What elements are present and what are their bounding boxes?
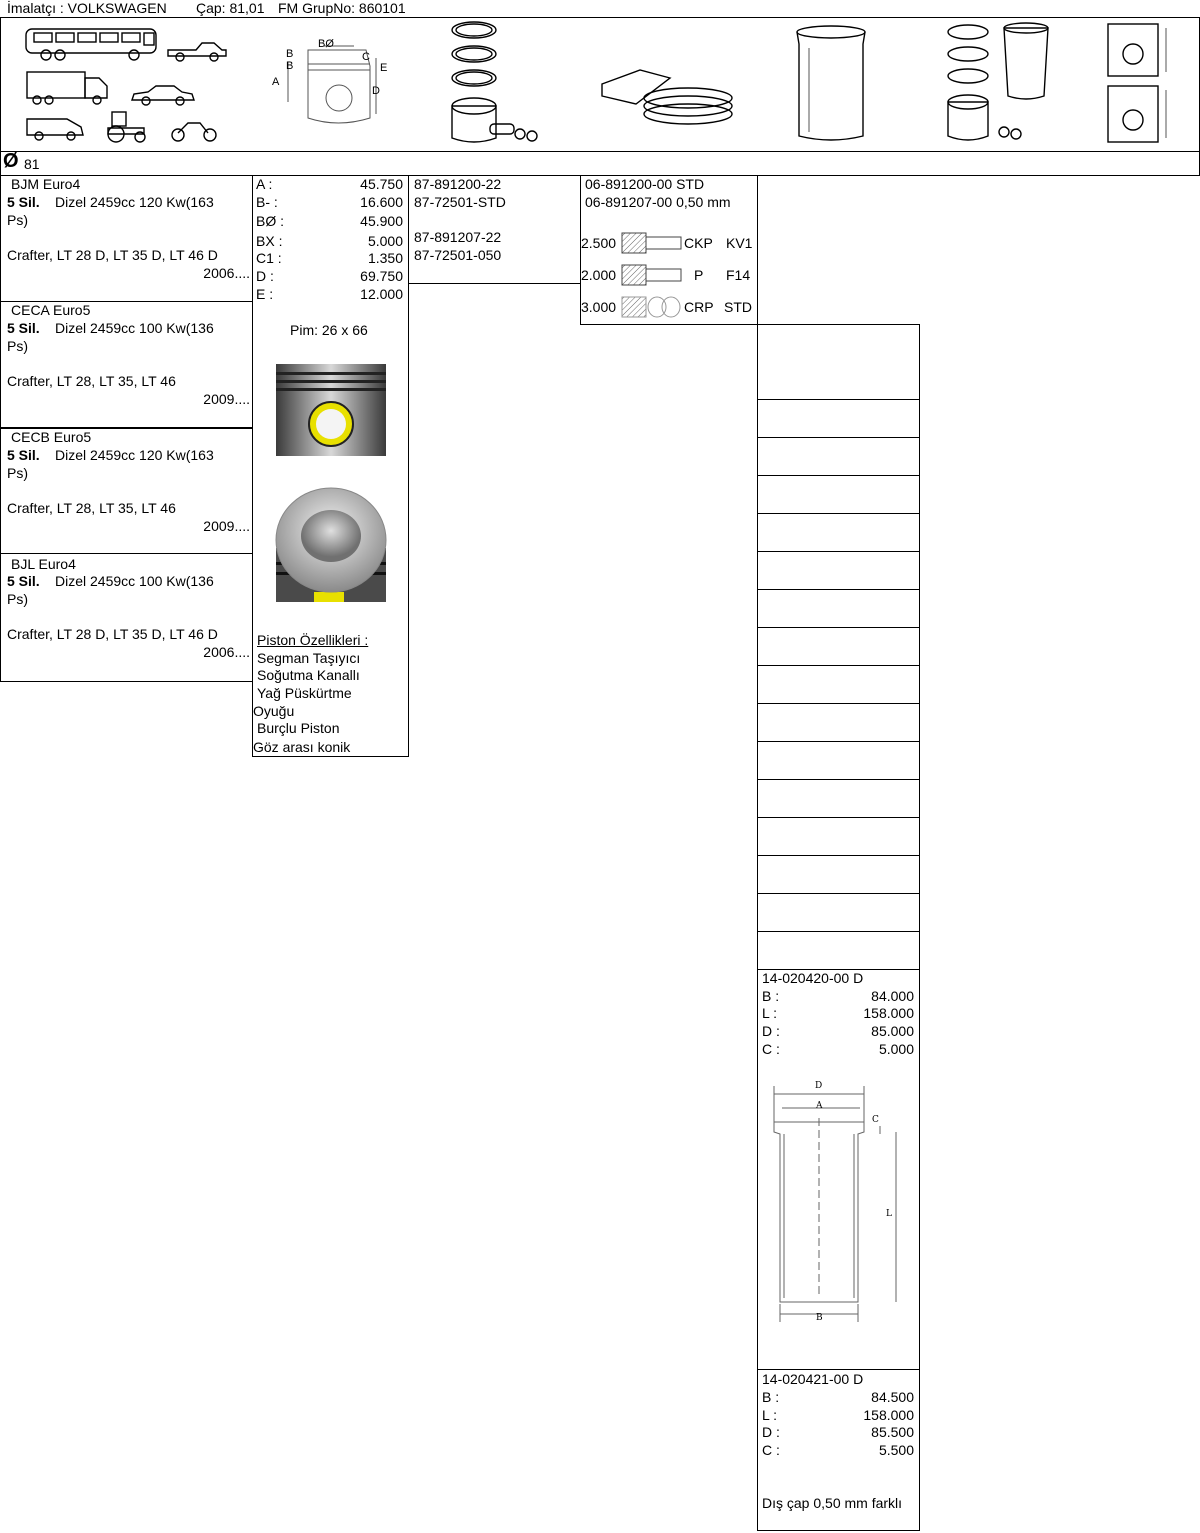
piston-side-image bbox=[274, 362, 388, 458]
ring-type: P bbox=[694, 267, 704, 283]
engine-year: 2006.... bbox=[203, 265, 250, 281]
dim-letter-b: B bbox=[286, 48, 294, 60]
liner-dim-label: L : bbox=[762, 1005, 778, 1021]
engine-cylinders: 5 Sil. bbox=[7, 194, 40, 210]
liner-dim-label: D : bbox=[762, 1023, 780, 1039]
liner-empty-cell bbox=[757, 893, 920, 932]
piston-part-number[interactable]: 87-72501-050 bbox=[414, 247, 502, 263]
features-title: Piston Özellikleri : bbox=[257, 632, 369, 648]
engine-year: 2009.... bbox=[203, 518, 250, 534]
engine-spec-cont: Ps) bbox=[7, 465, 28, 481]
dim-letter-c: C bbox=[362, 51, 370, 63]
tractor-icon bbox=[104, 110, 150, 144]
ring-type: CRP bbox=[684, 299, 714, 315]
liner-empty-cell bbox=[757, 817, 920, 856]
dim-label: E : bbox=[256, 286, 274, 302]
engine-models: Crafter, LT 28, LT 35, LT 46 bbox=[7, 373, 176, 389]
engine-cylinders: 5 Sil. bbox=[7, 320, 40, 336]
diameter-icon: Ø bbox=[3, 150, 19, 172]
liner-note: Dış çap 0,50 mm farklı bbox=[762, 1495, 903, 1511]
liner-dim-value: 84.000 bbox=[871, 988, 914, 1004]
dim-label: BX : bbox=[256, 233, 283, 249]
liner-empty-cell bbox=[757, 703, 920, 742]
truck-icon bbox=[25, 70, 111, 106]
liner-empty-cell bbox=[757, 513, 920, 552]
liner-dim-value: 5.000 bbox=[878, 1041, 914, 1057]
ring-type: CKP bbox=[684, 235, 713, 251]
liner-letter-c: C bbox=[872, 1115, 879, 1125]
engine-year: 2009.... bbox=[203, 391, 250, 407]
liner-dim-value: 84.500 bbox=[871, 1389, 914, 1405]
oil-ring-profile-icon bbox=[621, 294, 683, 320]
engine-spec-cont: Ps) bbox=[7, 212, 28, 228]
car-icon bbox=[130, 84, 196, 108]
engine-year: 2006.... bbox=[203, 644, 250, 660]
feature-item: Segman Taşıyıcı bbox=[257, 650, 361, 666]
pickup-icon bbox=[166, 40, 228, 64]
piston-top-image bbox=[274, 488, 388, 604]
liner-dim-label: C : bbox=[762, 1442, 780, 1458]
ring-set-number[interactable]: 06-891200-00 STD bbox=[585, 176, 705, 192]
engine-code: CECB Euro5 bbox=[11, 429, 92, 445]
liner-empty-cell bbox=[757, 741, 920, 780]
group-label: FM GrupNo: 860101 bbox=[278, 0, 406, 16]
liner-part-number[interactable]: 14-020420-00 D bbox=[762, 970, 864, 986]
liner-dim-value: 85.500 bbox=[871, 1424, 914, 1440]
cylinder-liner-icon bbox=[795, 24, 867, 144]
engine-kit-icon bbox=[944, 22, 1054, 146]
ring-code: STD bbox=[724, 299, 752, 315]
dim-letter-b2: B bbox=[286, 60, 294, 72]
feature-item: Göz arası konik bbox=[253, 739, 351, 755]
engine-code: CECA Euro5 bbox=[11, 302, 91, 318]
liner-empty-cell bbox=[757, 589, 920, 628]
dim-value: 5.000 bbox=[367, 233, 403, 249]
ring-set-number[interactable]: 06-891207-00 0,50 mm bbox=[585, 194, 731, 210]
bus-icon bbox=[24, 25, 164, 63]
liner-dim-label: C : bbox=[762, 1041, 780, 1057]
liner-dim-value: 5.500 bbox=[878, 1442, 914, 1458]
ring-profile-icon bbox=[621, 263, 683, 287]
piston-part-number[interactable]: 87-891207-22 bbox=[414, 229, 502, 245]
liner-letter-b: B bbox=[816, 1313, 823, 1323]
ring-profile-icon bbox=[621, 231, 683, 255]
feature-item: Yağ Püskürtme bbox=[257, 685, 352, 701]
pin-size: Pim: 26 x 66 bbox=[290, 322, 368, 338]
liner-dim-value: 158.000 bbox=[863, 1407, 914, 1423]
feature-item: Oyuğu bbox=[253, 703, 295, 719]
liner-empty-cell bbox=[757, 665, 920, 704]
ring-tool-icon bbox=[600, 64, 740, 130]
piston-part-number[interactable]: 87-891200-22 bbox=[414, 176, 502, 192]
dim-label: D : bbox=[256, 268, 274, 284]
diameter-value: 81 bbox=[24, 156, 40, 172]
engine-spec: Dizel 2459cc 100 Kw(136 bbox=[55, 573, 214, 589]
liner-dim-value: 158.000 bbox=[863, 1005, 914, 1021]
feature-item: Burçlu Piston bbox=[257, 720, 340, 736]
dim-value: 45.900 bbox=[360, 213, 403, 229]
liner-empty-cell bbox=[757, 324, 920, 400]
dim-letter-e: E bbox=[380, 62, 388, 74]
liner-letter-a: A bbox=[816, 1101, 823, 1111]
dim-label: B- : bbox=[256, 194, 278, 210]
liner-letter-d: D bbox=[815, 1081, 823, 1091]
engine-models: Crafter, LT 28 D, LT 35 D, LT 46 D bbox=[7, 626, 218, 642]
liner-letter-l: L bbox=[886, 1209, 892, 1219]
dim-letter-a: A bbox=[272, 76, 280, 88]
engine-spec-cont: Ps) bbox=[7, 338, 28, 354]
liner-empty-cell bbox=[757, 437, 920, 476]
liner-dim-label: B : bbox=[762, 1389, 780, 1405]
ring-size: 2.000 bbox=[581, 267, 617, 283]
dim-label: BØ : bbox=[256, 213, 285, 229]
liner-empty-cell bbox=[757, 855, 920, 894]
liner-empty-cell bbox=[757, 627, 920, 666]
bore-label: Çap: 81,01 bbox=[196, 0, 265, 16]
engine-code: BJM Euro4 bbox=[11, 176, 81, 192]
dim-value: 12.000 bbox=[360, 286, 403, 302]
diameter-row bbox=[0, 151, 1200, 176]
ring-size: 2.500 bbox=[581, 235, 617, 251]
liner-dim-label: D : bbox=[762, 1424, 780, 1440]
liner-empty-cell bbox=[757, 551, 920, 590]
liner-dim-label: B : bbox=[762, 988, 780, 1004]
dim-value: 1.350 bbox=[367, 250, 403, 266]
dim-letter-bo: BØ bbox=[318, 38, 334, 50]
dim-value: 69.750 bbox=[360, 268, 403, 284]
engine-models: Crafter, LT 28 D, LT 35 D, LT 46 D bbox=[7, 247, 218, 263]
engine-code: BJL Euro4 bbox=[11, 556, 76, 572]
liner-empty-cell bbox=[757, 399, 920, 438]
feature-item: Soğutma Kanallı bbox=[257, 667, 360, 683]
engine-spec: Dizel 2459cc 120 Kw(163 bbox=[55, 447, 214, 463]
dim-label: A : bbox=[256, 176, 273, 192]
engine-models: Crafter, LT 28, LT 35, LT 46 bbox=[7, 500, 176, 516]
engine-spec: Dizel 2459cc 100 Kw(136 bbox=[55, 320, 214, 336]
liner-dim-value: 85.000 bbox=[871, 1023, 914, 1039]
piston-part-number[interactable]: 87-72501-STD bbox=[414, 194, 506, 210]
manufacturer-label: İmalatçı : VOLKSWAGEN bbox=[7, 0, 167, 16]
engine-spec-cont: Ps) bbox=[7, 591, 28, 607]
dim-letter-d: D bbox=[372, 85, 380, 97]
ring-code: KV1 bbox=[726, 235, 753, 251]
liner-empty-cell bbox=[757, 779, 920, 818]
ring-size: 3.000 bbox=[581, 299, 617, 315]
liner-part-number[interactable]: 14-020421-00 D bbox=[762, 1371, 864, 1387]
engine-cylinders: 5 Sil. bbox=[7, 447, 40, 463]
motorcycle-icon bbox=[170, 115, 218, 143]
piston-section-icon bbox=[1104, 22, 1176, 146]
liner-empty-cell bbox=[757, 931, 920, 970]
van-icon bbox=[25, 115, 87, 143]
engine-cylinders: 5 Sil. bbox=[7, 573, 40, 589]
dim-label: C1 : bbox=[256, 250, 282, 266]
liner-dim-label: L : bbox=[762, 1407, 778, 1423]
ring-code: F14 bbox=[726, 267, 751, 283]
piston-rings-icon bbox=[448, 20, 544, 148]
engine-spec: Dizel 2459cc 120 Kw(163 bbox=[55, 194, 214, 210]
dim-value: 45.750 bbox=[360, 176, 403, 192]
liner-empty-cell bbox=[757, 475, 920, 514]
dim-value: 16.600 bbox=[360, 194, 403, 210]
